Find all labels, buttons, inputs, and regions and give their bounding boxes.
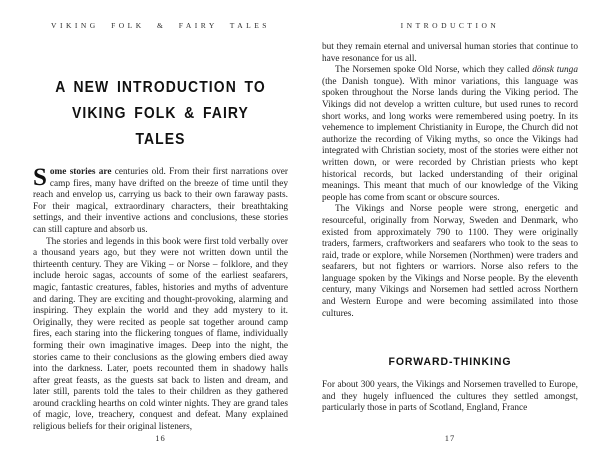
section-heading-forward-thinking: FORWARD-THINKING (388, 356, 512, 369)
right-page (300, 0, 600, 459)
right-paragraph-2 (322, 65, 578, 204)
left-paragraph-2: The stories and legends in this book were first told verbally over a thousand years ago, but they were not written down until the thirteenth century. They are Viking – or Norse – folklore, and they include heroic sagas, accounts of some of the earliest seafarers, magic, fantastic creatures, fables, histories and myths of adventure and daring. They are exciting and thought-provoking, alarming and inspiring. They explain the world and they add mystery to it. Originally, they were recited as people sat together around camp fires, each staring into the flickering tongues of flame, individually forming their own imaginative images. Deep into the night, the stories came to their conclusions as the glowing embers died away into the darkness. Later, poets recounted them in shadowy halls after great feasts, as the guests sat back to listen and dream, and later still, parents told the tales to their children as they gathered around crackling hearths on cold winter nights. They are grand tales of magic, love, treachery, conquest and defeat. Many explained religious beliefs for their original listeners, (33, 236, 288, 433)
chapter-title-line-1: A NEW INTRODUCTION TO (55, 79, 266, 96)
paragraph-2-text-end: (the Danish tongue). With minor variations, this language was spoken throughout the Norse lands during the Viking period. The Vikings did not develop a written culture, but used runes to record short works, and long works were remembered using poetry. In its vehemence to implement Christianity in Europe, the Church did not authorize the recording of Viking myths, so once the Vikings had integrated with Christian society, most of the stories were either not written down, or were recorded by Christian priests who kept historical records, but lacked understanding of their original meanings. This meant that much of our knowledge of the Viking people has come from scant or obscure sources. (322, 76, 578, 203)
page-number-left: 16 (155, 433, 166, 443)
lead-in-bold-text: ome stories are (49, 167, 112, 177)
paragraph-2-text-start: The Norsemen spoke Old Norse, which they called (335, 65, 533, 76)
right-body-text (322, 42, 578, 320)
page-number-right: 17 (444, 433, 456, 443)
drop-cap: S (33, 164, 47, 191)
right-paragraph-1: but they remain eternal and universal human stories that continue to have resonance for us all. (322, 42, 578, 64)
right-paragraph-4: For about 300 years, the Vikings and Norsemen travelled to Europe, and they hugely influenced the cultures they settled amongst, particularly those in parts of Scotland, England, France (322, 380, 578, 414)
running-header-right: INTRODUCTION (400, 21, 500, 30)
running-header-left: VIKING FOLK & FAIRY TALES (51, 21, 270, 30)
left-body-text (33, 164, 288, 434)
old-norse-term-italic: dönsk tunga (532, 65, 578, 76)
chapter-title (46, 75, 276, 153)
right-body-text-2 (322, 380, 578, 415)
left-paragraph-1 (33, 164, 288, 237)
paragraph-1-text: centuries old. From their first narrations over camp fires, many have drifted on the breeze of time until they reach and envelop us, carrying us back to their own faraway pasts. For their magical, extraordinary characters, their breathtaking settings, and their inventive actions and conclusions, these stories can still capture and absorb us. (33, 167, 288, 235)
chapter-title-line-2: VIKING FOLK & FAIRY TALES (72, 105, 249, 148)
right-paragraph-3: The Vikings and Norse people were strong, energetic and resourceful, originally from Norway, Sweden and Denmark, who existed from approximately 790 to 1100. They were originally traders, farmers, craftworkers and seafarers who took to the seas to raid, trade or explore, while Norsemen (Northmen) were traders and seafarers, but not fighters or warriors. Norse also refers to the language spoken by the Vikings and Norse people. By the eleventh century, many Vikings and Norsemen had settled across Northern and Western Europe and were becoming assimilated into those cultures. (322, 204, 578, 319)
